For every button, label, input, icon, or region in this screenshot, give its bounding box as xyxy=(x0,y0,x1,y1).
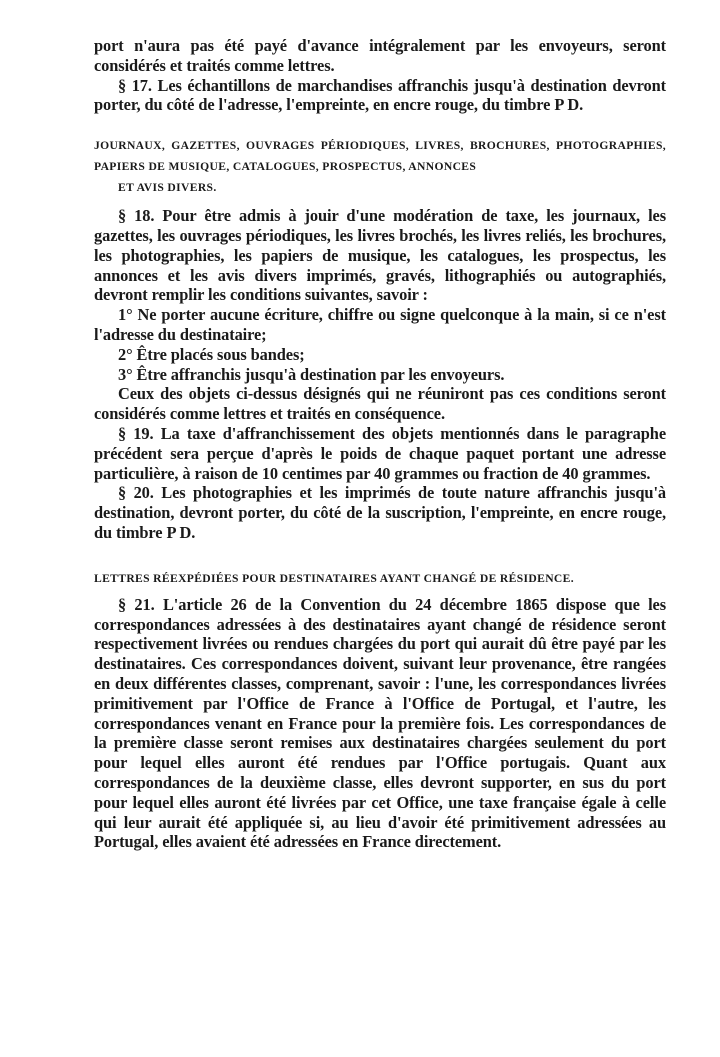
condition-item-1: 1° Ne porter aucune écriture, chiffre ou signe quelconque à la main, si ce n'est l'adresse du destinataire; xyxy=(94,305,666,344)
paragraph-19: § 19. La taxe d'affranchissement des objets mentionnés dans le paragraphe précédent sera perçue d'après le poids de chaque paquet portant une adresse particulière, à raison de 10 centimes par 40 grammes ou fraction de 40 grammes. xyxy=(94,423,666,483)
condition-item-2: 2° Être placés sous bandes; xyxy=(118,344,305,364)
condition-item-3: 3° Être affranchis jusqu'à destination par les envoyeurs. xyxy=(118,364,505,384)
after-conditions-paragraph: Ceux des objets ci-dessus désignés qui ne réuniront pas ces conditions seront considérés comme lettres et traités en conséquence. xyxy=(94,384,666,424)
paragraph-18: § 18. Pour être admis à jouir d'une modération de taxe, les journaux, les gazettes, les ouvrages périodiques, les livres brochés, les livres reliés, les brochures, les photographies, les papiers de musique, les catalogues, les prospectus, les annonces et les avis divers imprimés, gravés, lithographiés ou autographiés, devront remplir les conditions suivantes, savoir : xyxy=(94,206,666,305)
continuation-paragraph: port n'aura pas été payé d'avance intégralement par les envoyeurs, seront considérés et traités comme lettres. xyxy=(94,36,666,75)
conditions-list xyxy=(94,305,666,384)
section-heading-journaux xyxy=(94,135,666,198)
paragraph-21: § 21. L'article 26 de la Convention du 24 décembre 1865 dispose que les correspondances adressées à des destinataires ayant changé de résidence seront respectivement livrées ou rendues chargées du port qui aurait dû être payé par les destinataires. Ces correspondances doivent, suivant leur provenance, être rangées en deux différentes classes, comprenant, savoir : l'une, les correspondances livrées primitivement par l'Office de France à l'Office de Portugal, et l'autre, les correspondances venant en France pour la première fois. Les correspondances de la première classe seront remises aux destinataires chargées seulement du port pour lequel elles auront été rendues par l'Office portugais. Quant aux correspondances de la deuxième classe, elles devront supporter, en sus du port pour lequel elles auront été livrées par cet Office, une taxe française égale à celle qui leur aurait été appliquée si, au lieu d'avoir été primitivement adressées au Portugal, elles avaient été adressées en France directement. xyxy=(94,594,666,852)
paragraph-20: § 20. Les photographies et les imprimés de toute nature affranchis jusqu'à destination, devront porter, du côté de la suscription, l'empreinte, en encre rouge, du timbre P D. xyxy=(94,483,666,542)
section-heading-line-2: ET AVIS DIVERS. xyxy=(118,181,217,195)
section-heading-lettres: LETTRES RÉEXPÉDIÉES POUR DESTINATAIRES AYANT CHANGÉ DE RÉSIDENCE. xyxy=(94,571,574,585)
paragraph-17: § 17. Les échantillons de marchandises affranchis jusqu'à destination devront porter, du côté de l'adresse, l'empreinte, en encre rouge, du timbre P D. xyxy=(94,75,666,115)
section-heading-line-1: JOURNAUX, GAZETTES, OUVRAGES PÉRIODIQUES, LIVRES, BROCHURES, PHOTOGRAPHIES, PAPIERS DE MUSIQUE, CATALOGUES, PROSPECTUS, ANNONCES xyxy=(94,139,666,174)
document-page xyxy=(94,36,666,852)
